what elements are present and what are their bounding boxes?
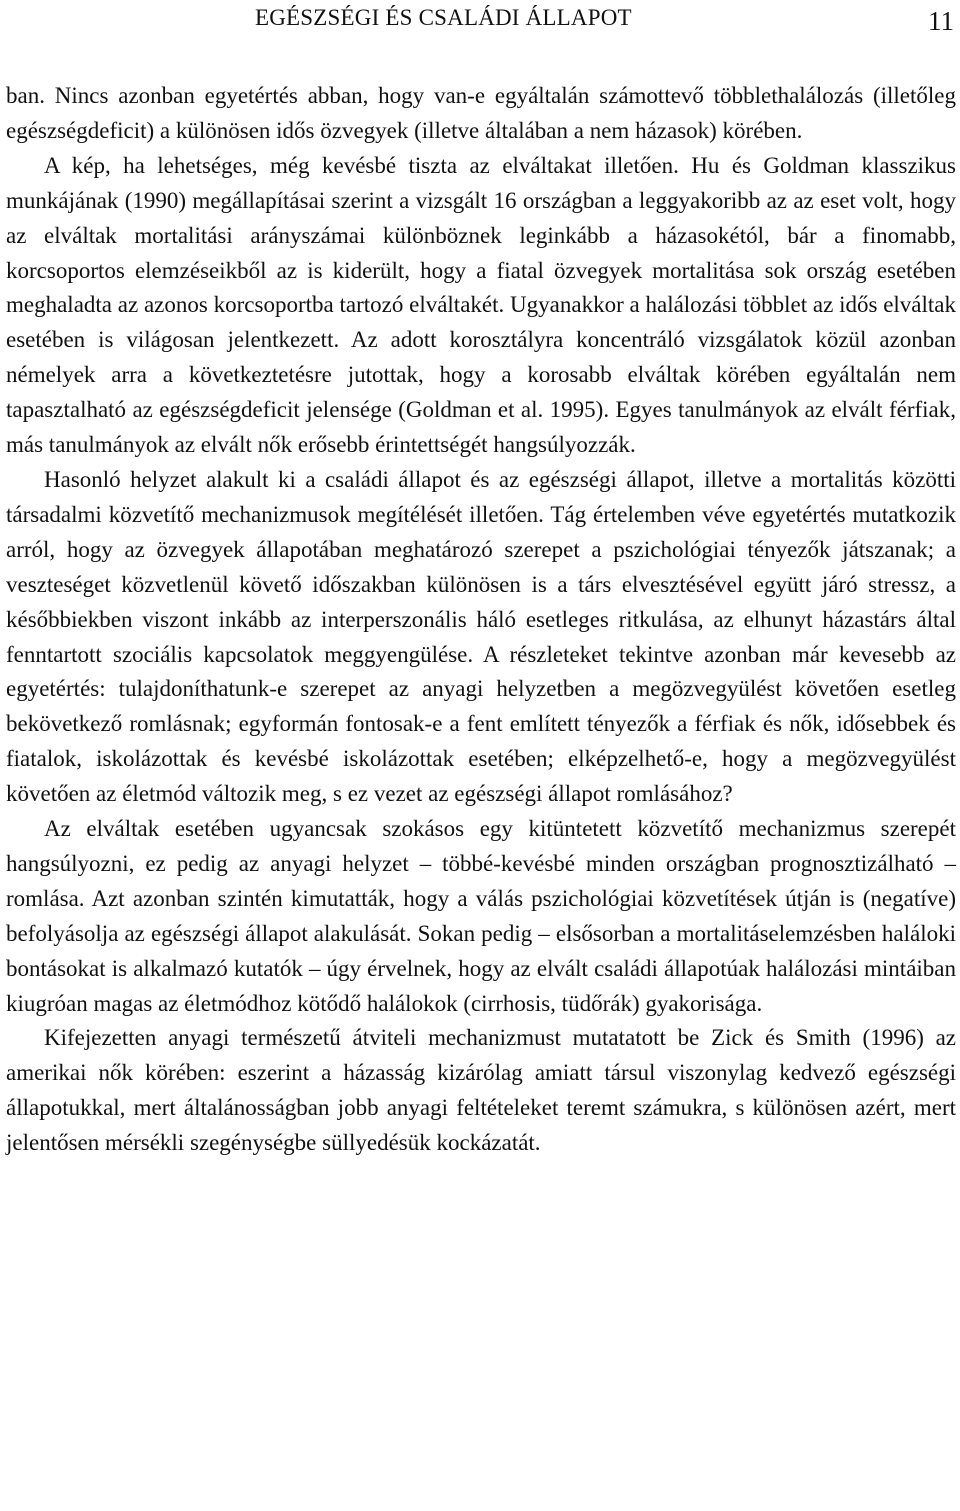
running-title: EGÉSZSÉGI ÉS CSALÁDI ÁLLAPOT — [255, 5, 632, 30]
paragraph-divorced-mechanisms: Az elváltak esetében ugyancsak szokásos egy kitüntetett közvetítő mechanizmus szerepét hangsúlyozni, ez pedig az anyagi helyzet – többé-kevésbé minden országban prognosztizálható – romlása. Azt azonban szintén kimutatták, hogy a válás pszichológiai közvetítések útján is (negatíve) befolyásolja az egészségi állapot alakulását. Sokan pedig – elsősorban a mortalitáselemzésben haláloki bontásokat is alkalmazó kutatók – úgy érvelnek, hogy az elvált családi állapotúak halálozási mintáiban kiugróan magas az életmódhoz kötődő halálokok (cirrhosis, tüdőrák) gyakorisága. — [6, 816, 956, 1016]
paragraph-mediating-mechanisms: Hasonló helyzet alakult ki a családi állapot és az egészségi állapot, illetve a mortalitás közötti társadalmi közvetítő mechanizmusok megítélését illetően. Tág értelemben véve egyetértés mutatkozik arról, hogy az özvegyek állapotában meghatározó szerepet a pszichológiai tényezők játszanak; a veszteséget közvetlenül követő időszakban különösen is a társ elvesztésével együtt járó stressz, a későbbiekben viszont inkább az interperszonális háló esetleges ritkulása, az elhunyt házastárs által fenntartott szociális kapcsolatok meggyengülése. A részleteket tekintve azonban már kevesebb az egyetértés: tulajdoníthatunk-e szerepet az anyagi helyzetben a megözvegyülést követően esetleg bekövetkező romlásnak; egyformán fontosak-e a fent említett tényezők a férfiak és nők, idősebbek és fiatalok, iskolázottak és kevésbé iskolázottak esetében; elképzelhető-e, hogy a megözvegyülést követően az életmód változik meg, s ez vezet az egészségi állapot romlásához? — [6, 466, 956, 807]
page-number: 11 — [928, 6, 954, 36]
document-page — [6, 0, 956, 1156]
paragraph-divorced-mortality: A kép, ha lehetséges, még kevésbé tiszta az elváltakat illetően. Hu és Goldman klasszikus munkájának (1990) megállapításai szerint a vizsgált 16 országban a leggyakoribb az az eset volt, hogy az elváltak mortalitási arányszámai különböznek leginkább a házasokétól, bár a finomabb, korcsoportos elemzéseikből az is kiderült, hogy a fiatal özvegyek mortalitása sok ország esetében meghaladta az azonos korcsoportba tartozó elváltakét. Ugyanakkor a halálozási többlet az idős elváltak esetében is világosan jelentkezett. Az adott korosztályra koncentráló vizsgálatok közül azonban némelyek arra a következtetésre jutottak, hogy a korosabb elváltak körében egyáltalán nem tapasztalható az egészségdeficit jelensége (Goldman et al. 1995). Egyes tanulmányok az elvált férfiak, más tanulmányok az elvált nők erősebb érintettségét hangsúlyozzák. — [6, 152, 956, 458]
paragraph-material-mechanism: Kifejezetten anyagi természetű átviteli mechanizmust mutatatott be Zick és Smith (1996) az amerikai nők körében: eszerint a házasság kizárólag amiatt társul viszonylag kedvező egészségi állapotukkal, mert általánosságban jobb anyagi feltételeket teremt számukra, s különösen azért, mert jelentősen mérsékli szegénységbe süllyedésük kockázatát. — [6, 1025, 956, 1156]
running-header — [6, 0, 956, 52]
paragraph-continuation: ban. Nincs azonban egyetértés abban, hogy van-e egyáltalán számottevő többlethalálozás (illetőleg egészségdeficit) a különösen idős özvegyek (illetve általában a nem házasok) körében. — [6, 83, 956, 143]
body-text — [6, 79, 956, 1161]
